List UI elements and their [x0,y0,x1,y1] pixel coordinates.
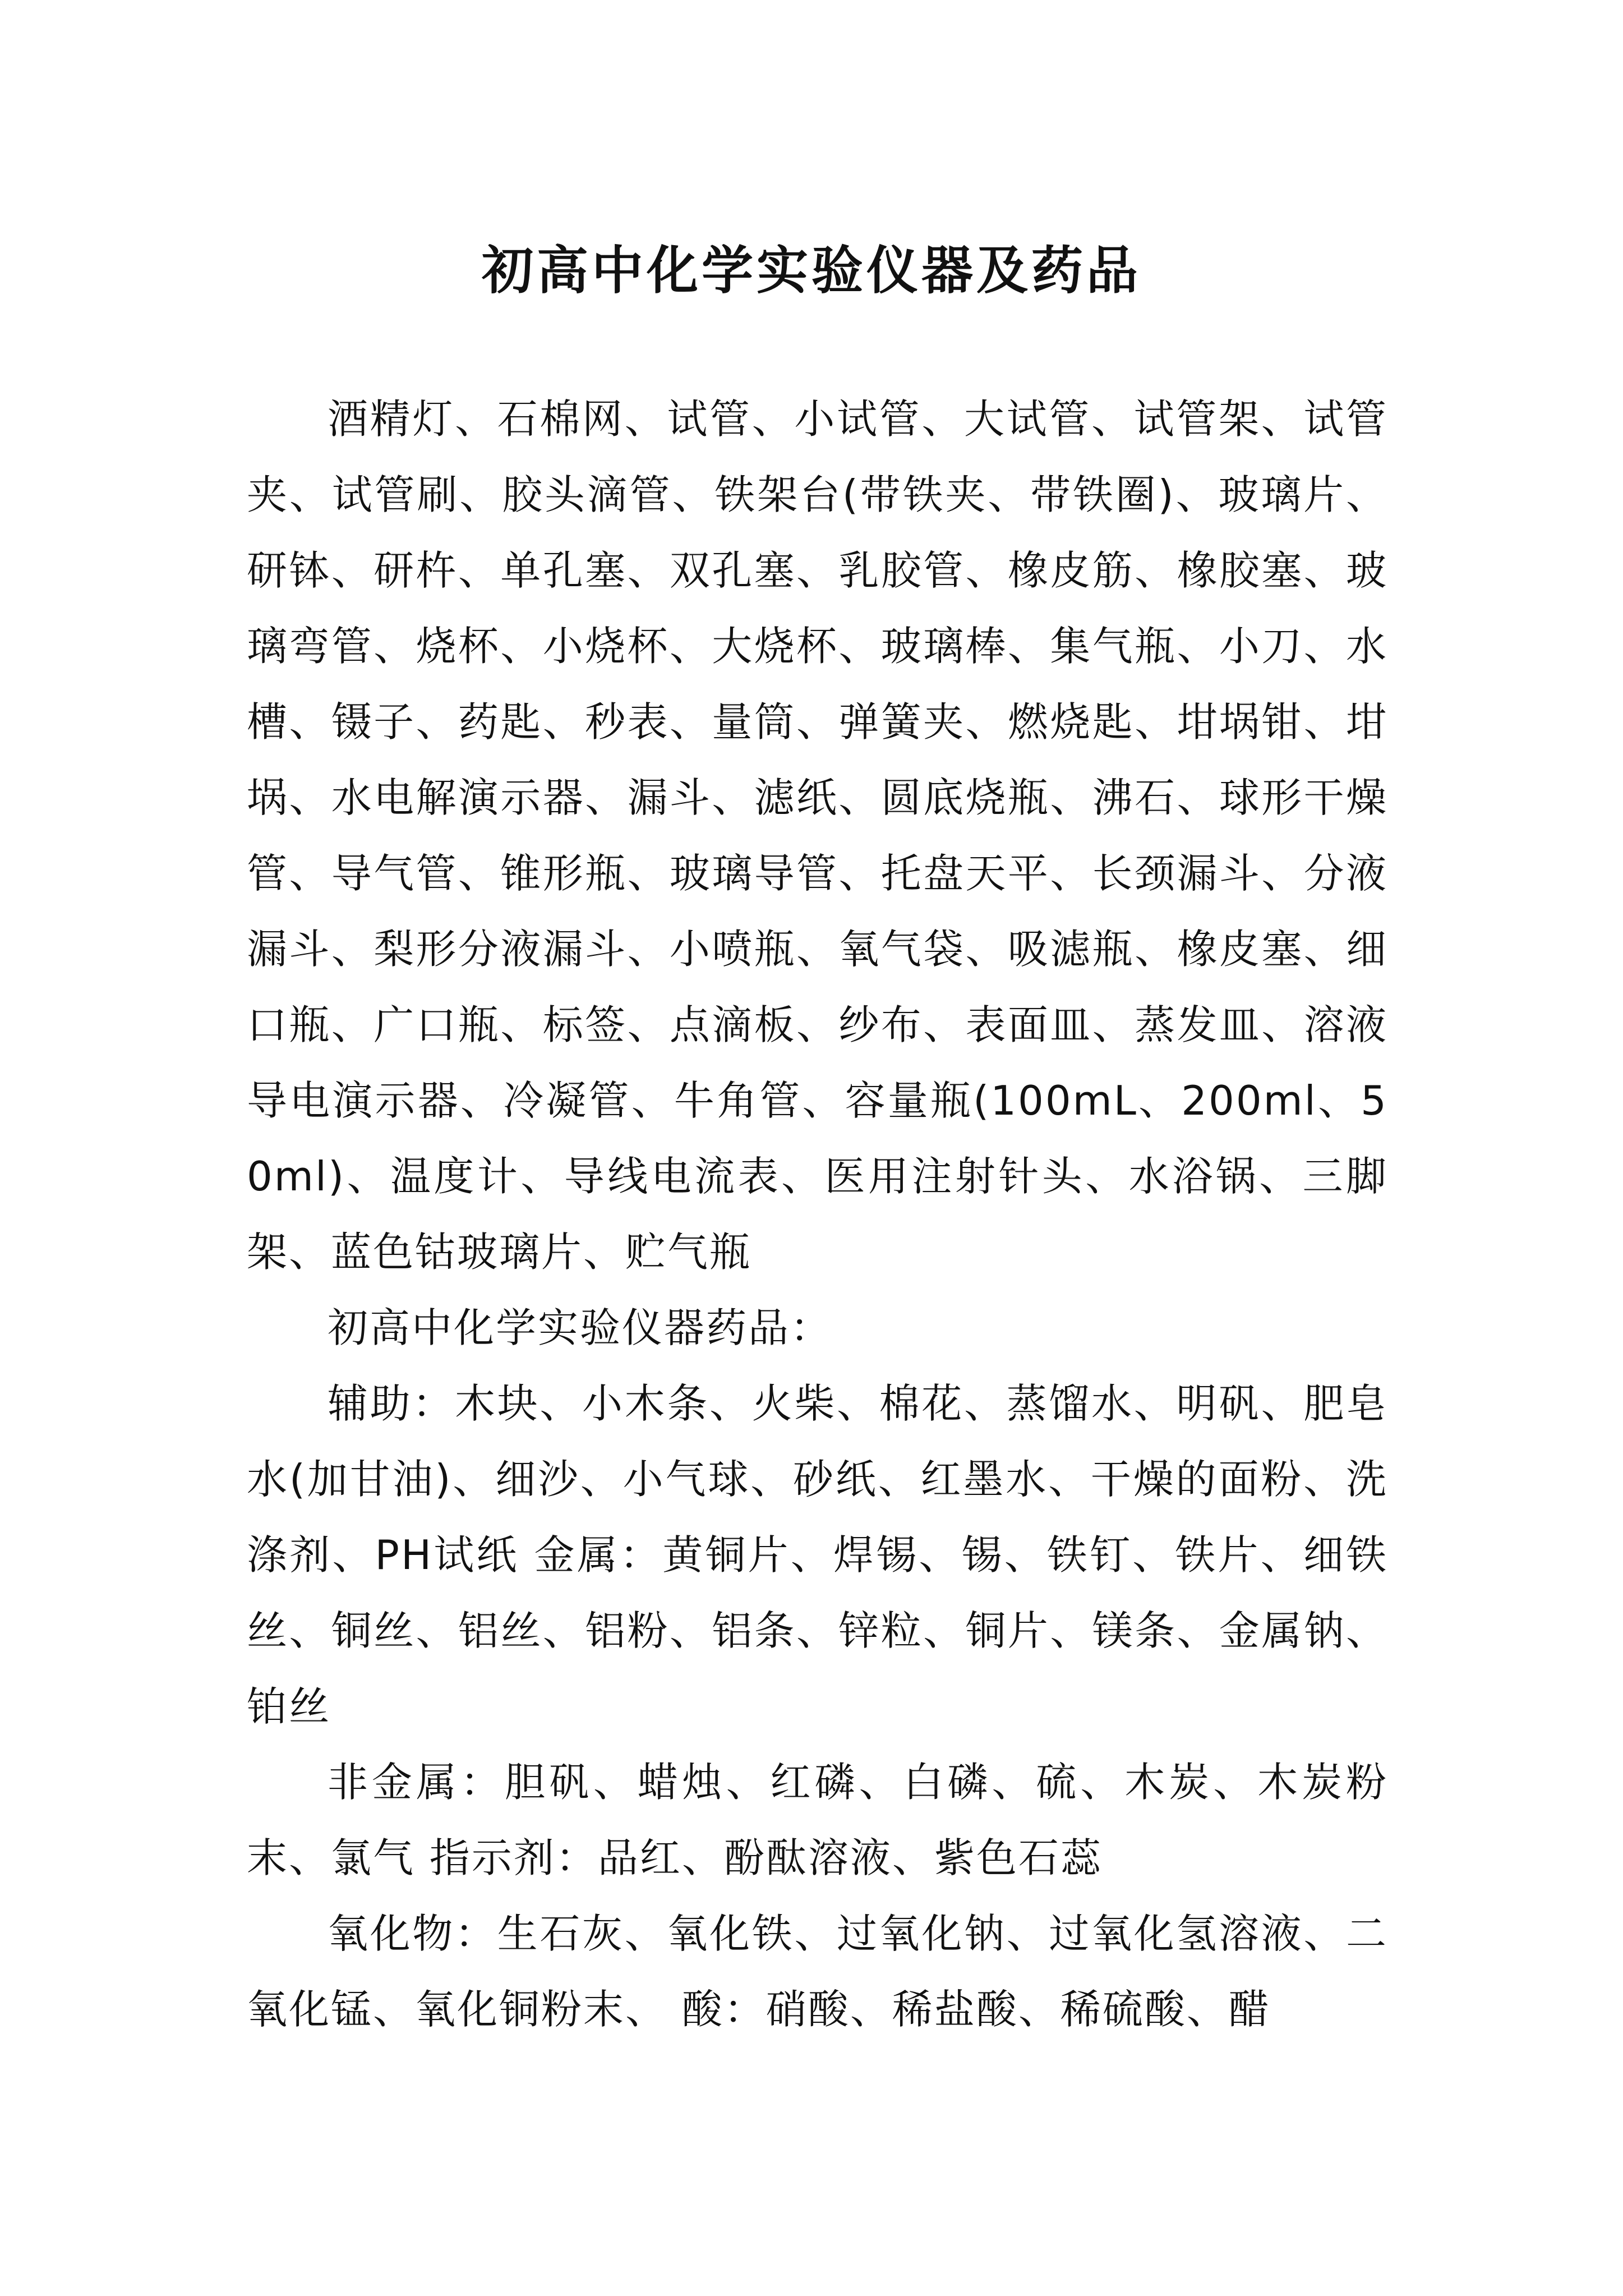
paragraph-apparatus-list: 酒精灯、石棉网、试管、小试管、大试管、试管架、试管夹、试管刷、胶头滴管、铁架台(带铁夹、带铁圈)、玻璃片、研钵、研杵、单孔塞、双孔塞、乳胶管、橡皮筋、橡胶塞、玻璃弯管、烧杯、小烧杯、大烧杯、玻璃棒、集气瓶、小刀、水槽、镊子、药匙、秒表、量筒、弹簧夹、燃烧匙、坩埚钳、坩埚、水电解演示器、漏斗、滤纸、圆底烧瓶、沸石、球形干燥管、导气管、锥形瓶、玻璃导管、托盘天平、长颈漏斗、分液漏斗、梨形分液漏斗、小喷瓶、氧气袋、吸滤瓶、橡皮塞、细口瓶、广口瓶、标签、点滴板、纱布、表面皿、蒸发皿、溶液导电演示器、冷凝管、牛角管、容量瓶(100mL、200ml、50ml)、温度计、导线电流表、医用注射针头、水浴锅、三脚架、蓝色钴玻璃片、贮气瓶 [247,395,1388,1276]
paragraph-nonmetals-and-indicators: 非金属：胆矾、蜡烛、红磷、白磷、硫、木炭、木炭粉末、氯气 指示剂：品红、酚酞溶液、紫色石蕊 [247,1759,1388,1881]
page-title: 初高中化学实验仪器及药品 [481,240,1141,301]
document-body [247,381,1388,2047]
paragraph-auxiliary-and-metals: 辅助：木块、小木条、火柴、棉花、蒸馏水、明矾、肥皂水(加甘油)、细沙、小气球、砂纸、红墨水、干燥的面粉、洗涤剂、PH试纸 金属：黄铜片、焊锡、锡、铁钉、铁片、细铁丝、铜丝、铝丝、铝粉、铝条、锌粒、铜片、镁条、金属钠、铂丝 [247,1380,1388,1730]
paragraph-oxides-and-acids: 氧化物：生石灰、氧化铁、过氧化钠、过氧化氢溶液、二氧化锰、氧化铜粉末、 酸：硝酸、稀盐酸、稀硫酸、醋 [247,1910,1388,2033]
paragraph-reagents-heading: 初高中化学实验仪器药品： [328,1304,833,1351]
